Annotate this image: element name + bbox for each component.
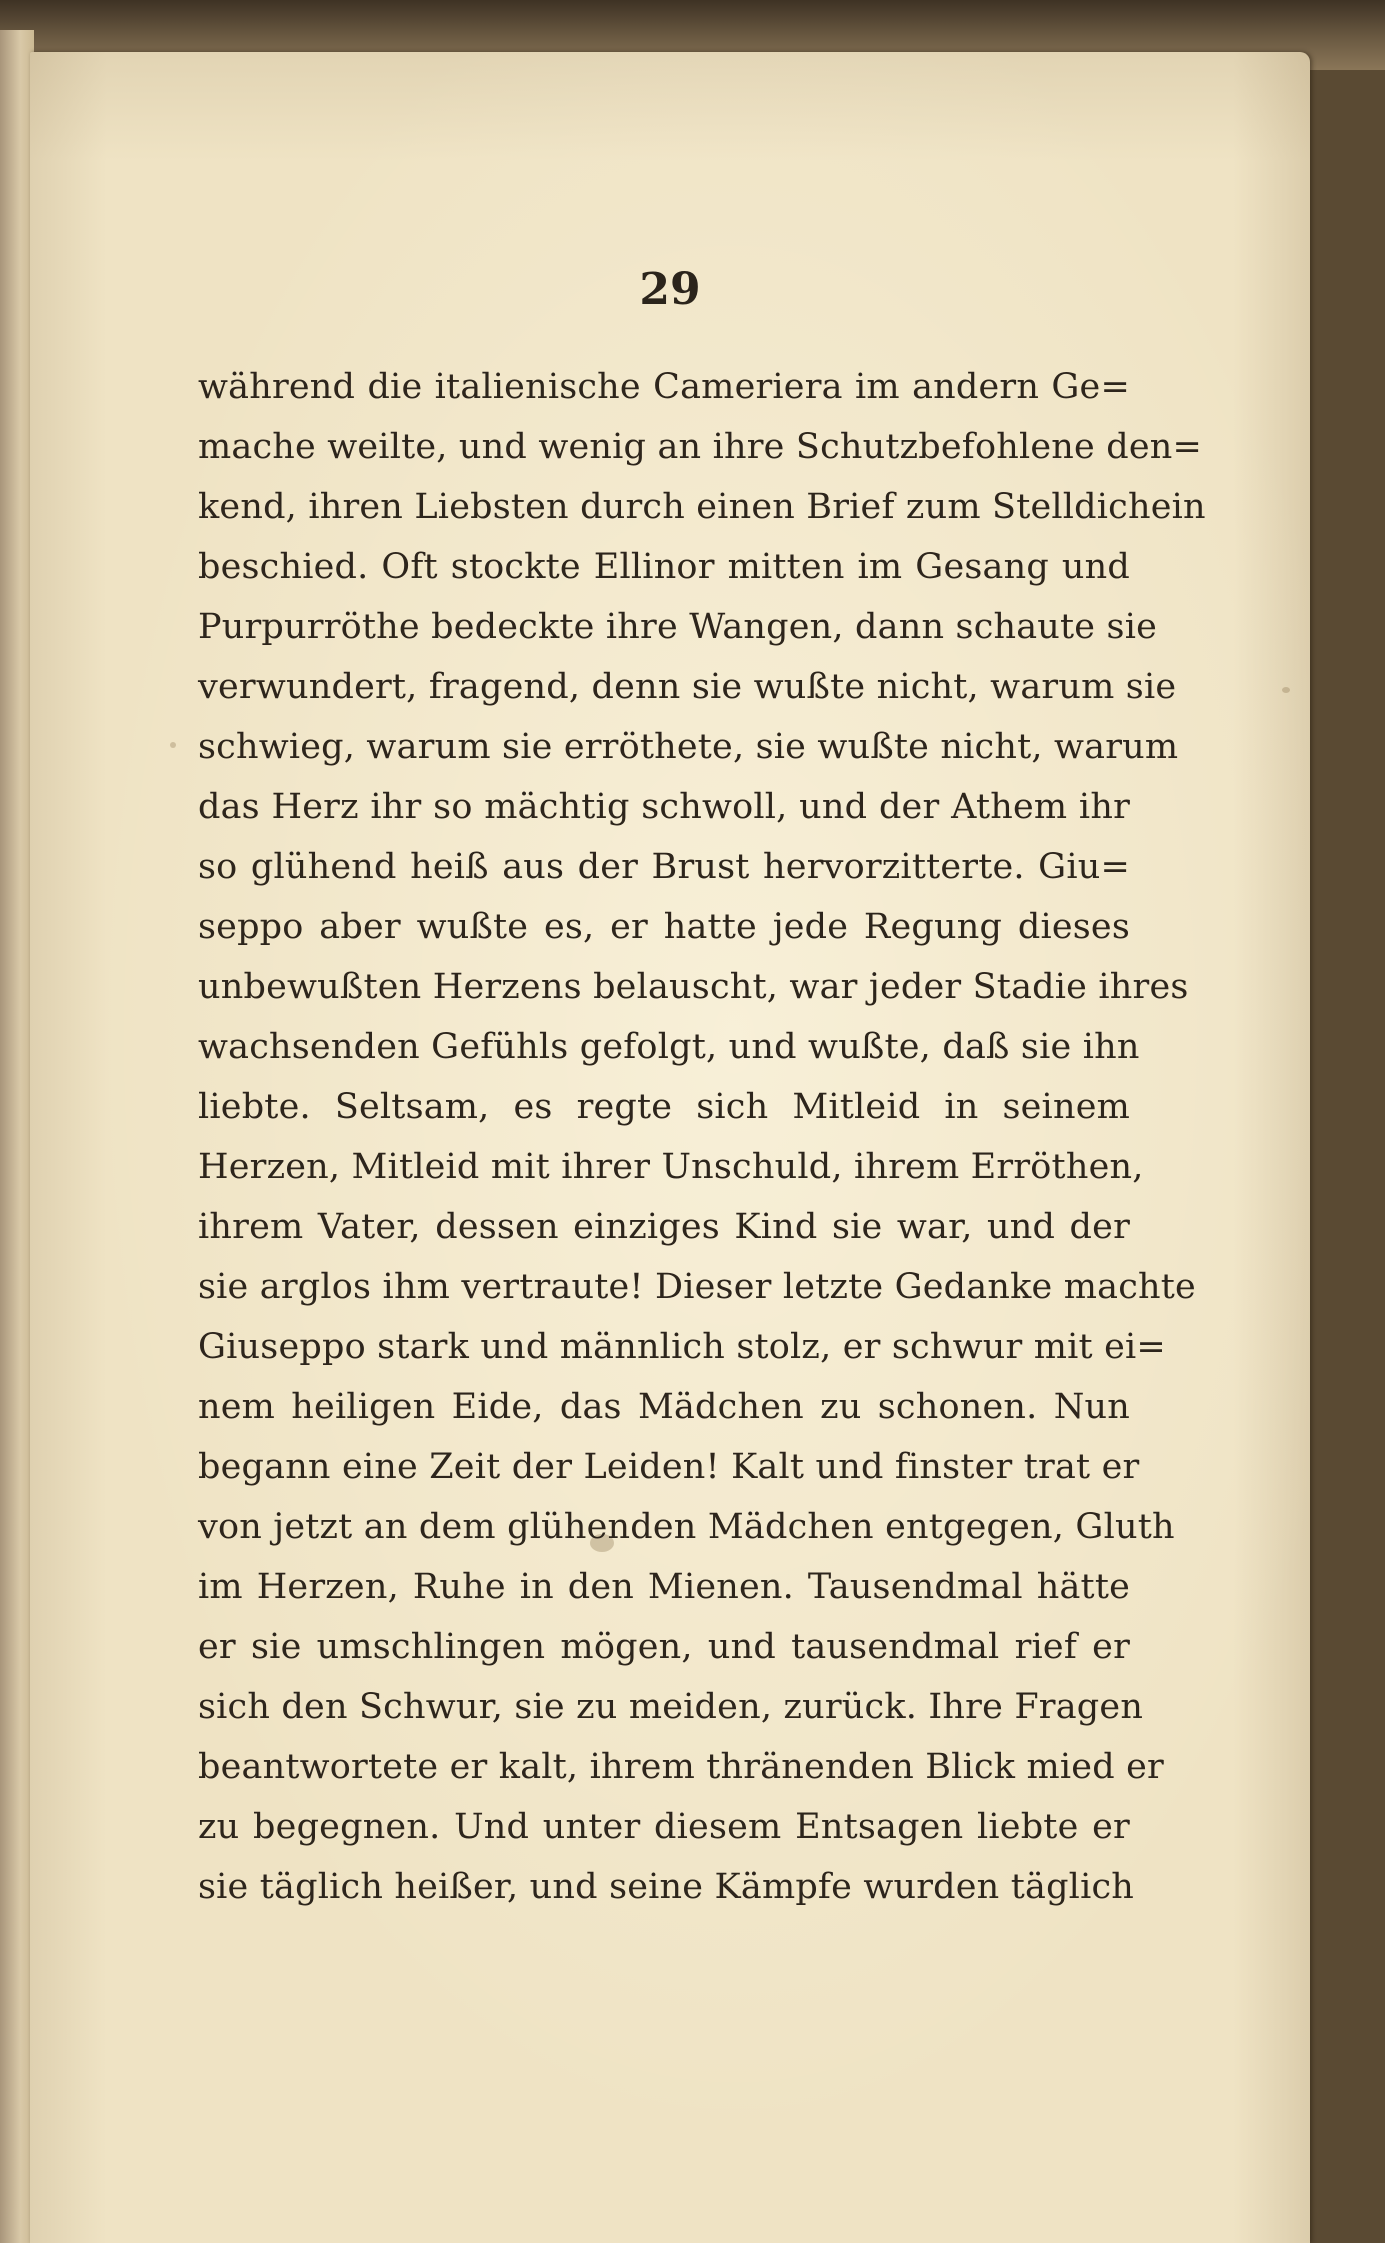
text-line: während die italienische Cameriera im andern Ge= xyxy=(198,367,1130,407)
text-line: schwieg, warum sie erröthete, sie wußte nicht, warum xyxy=(198,727,1179,767)
facing-page-edge xyxy=(0,30,34,2243)
text-line: mache weilte, und wenig an ihre Schutzbefohlene den= xyxy=(198,427,1203,467)
text-line: Giuseppo stark und männlich stolz, er schwur mit ei= xyxy=(198,1327,1166,1367)
page-number: 29 xyxy=(639,264,701,315)
text-line: beschied. Oft stockte Ellinor mitten im Gesang und xyxy=(198,547,1130,587)
text-line: sie arglos ihm vertraute! Dieser letzte Gedanke machte xyxy=(198,1267,1196,1307)
book-page xyxy=(30,52,1310,2243)
text-line: seppo aber wußte es, er hatte jede Regung dieses xyxy=(198,907,1130,947)
text-line: von jetzt an dem glühenden Mädchen entgegen, Gluth xyxy=(198,1507,1175,1547)
text-line: unbewußten Herzens belauscht, war jeder Stadie ihres xyxy=(198,967,1189,1007)
text-line: Herzen, Mitleid mit ihrer Unschuld, ihrem Erröthen, xyxy=(198,1147,1144,1187)
foxing-spot xyxy=(170,742,176,748)
text-line: kend, ihren Liebsten durch einen Brief zum Stelldichein xyxy=(198,487,1206,527)
text-line: liebte. Seltsam, es regte sich Mitleid in seinem xyxy=(198,1087,1130,1127)
text-line: das Herz ihr so mächtig schwoll, und der Athem ihr xyxy=(198,787,1130,827)
text-line: verwundert, fragend, denn sie wußte nicht, warum sie xyxy=(198,667,1177,707)
text-line: so glühend heiß aus der Brust hervorzitterte. Giu= xyxy=(198,847,1130,887)
text-line: beantwortete er kalt, ihrem thränenden Blick mied er xyxy=(198,1747,1164,1787)
text-line: sie täglich heißer, und seine Kämpfe wurden täglich xyxy=(198,1867,1135,1907)
text-line: begann eine Zeit der Leiden! Kalt und finster trat er xyxy=(198,1447,1140,1487)
text-line: er sie umschlingen mögen, und tausendmal rief er xyxy=(198,1627,1130,1667)
text-line: Purpurröthe bedeckte ihre Wangen, dann schaute sie xyxy=(198,607,1158,647)
text-line: nem heiligen Eide, das Mädchen zu schonen. Nun xyxy=(198,1387,1130,1427)
text-line: ihrem Vater, dessen einziges Kind sie war, und der xyxy=(198,1207,1130,1247)
body-text xyxy=(198,357,1206,1917)
text-line: sich den Schwur, sie zu meiden, zurück. Ihre Fragen xyxy=(198,1687,1144,1727)
text-line: zu begegnen. Und unter diesem Entsagen liebte er xyxy=(198,1807,1130,1847)
text-line: im Herzen, Ruhe in den Mienen. Tausendmal hätte xyxy=(198,1567,1130,1607)
text-line: wachsenden Gefühls gefolgt, und wußte, daß sie ihn xyxy=(198,1027,1140,1067)
foxing-spot xyxy=(1282,687,1290,693)
